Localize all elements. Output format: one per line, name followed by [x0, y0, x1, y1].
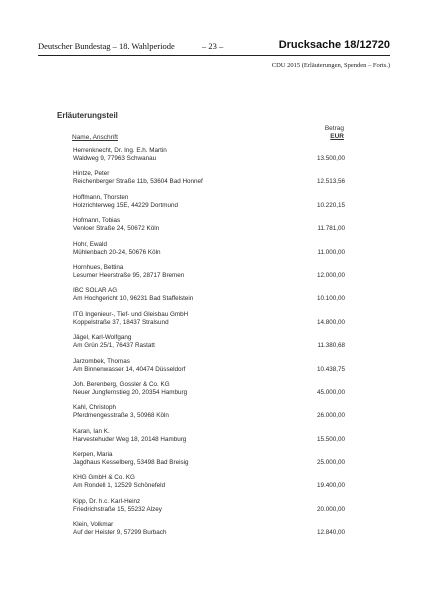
- header-rule: [38, 55, 390, 56]
- donor-name: Joh. Berenberg, Gossler & Co. KG: [73, 380, 170, 388]
- section-title: Erläuterungsteil: [57, 111, 118, 120]
- donor-address: Am Hochgericht 10, 96231 Bad Staffelstein: [73, 295, 194, 303]
- donation-amount: 10.438,75: [316, 365, 345, 373]
- donation-amount: 12.513,56: [316, 178, 345, 186]
- column-header-amount: [325, 125, 344, 141]
- donor-address: Friedrichstraße 15, 55232 Alzey: [73, 505, 162, 513]
- donation-amount: 12.840,00: [316, 529, 345, 537]
- list-item: [73, 357, 345, 380]
- donor-list: [73, 146, 345, 544]
- donation-amount: 20.000,00: [316, 505, 345, 513]
- donor-name: Karan, Ian K.: [73, 427, 110, 435]
- donor-name: Klein, Volkmar: [73, 521, 114, 529]
- donor-address: Am Grün 25/1, 76437 Rastatt: [73, 342, 155, 350]
- donor-address: Koppelstraße 37, 18437 Stralsund: [73, 318, 169, 326]
- list-item: [73, 497, 345, 520]
- donor-address: Jagdhaus Kesselberg, 53498 Bad Breisig: [73, 459, 189, 467]
- donor-name: Kipp, Dr. h.c. Karl-Heinz: [73, 497, 141, 505]
- donor-name: Jägel, Karl-Wolfgang: [73, 334, 132, 342]
- list-item: [73, 216, 345, 239]
- page-subtitle: CDU 2015 (Erläuterungen, Spenden – Forts.): [271, 62, 390, 69]
- donation-amount: 25.000,00: [316, 459, 345, 467]
- donor-name: KHG GmbH & Co. KG: [73, 474, 135, 482]
- list-item: [73, 310, 345, 333]
- list-item: [73, 169, 345, 192]
- document-label: Drucksache 18/: [278, 39, 360, 51]
- parliament-label: Deutscher Bundestag – 18. Wahlperiode: [38, 41, 175, 51]
- donor-address: Auf der Heister 9, 57299 Burbach: [73, 529, 167, 537]
- donor-address: Am Binnenwasser 14, 40474 Düsseldorf: [73, 365, 186, 373]
- donation-amount: 11.380,68: [317, 342, 345, 350]
- donor-address: Lesumer Heerstraße 95, 28717 Bremen: [73, 271, 185, 279]
- column-header-name: Name, Anschrift: [72, 134, 118, 141]
- donation-amount: 26.000,00: [316, 412, 345, 420]
- donation-amount: 11.781,00: [317, 225, 345, 233]
- list-item: [73, 427, 345, 450]
- list-item: [73, 263, 345, 286]
- donation-amount: 13.500,00: [316, 155, 345, 162]
- list-item: [73, 520, 345, 543]
- donor-name: IBC SOLAR AG: [73, 287, 118, 295]
- document-number: [279, 39, 390, 51]
- donation-amount: 14.800,00: [316, 318, 345, 326]
- list-item: [73, 380, 345, 403]
- donation-amount: 12.000,00: [316, 271, 345, 279]
- page-header: [38, 40, 390, 54]
- column-header-amount-label: Betrag: [324, 125, 344, 132]
- list-item: [73, 240, 345, 263]
- donor-name: Kahl, Christoph: [73, 404, 117, 412]
- donor-name: Hohr, Ewald: [73, 240, 107, 248]
- donor-address: Holzrichterweg 15E, 44229 Dortmund: [73, 201, 179, 209]
- list-item: [73, 403, 345, 426]
- list-item: [73, 193, 345, 216]
- donor-name: Jarzombek, Thomas: [73, 357, 130, 365]
- donor-name: ITG Ingenieur-, Tief- und Gleisbau GmbH: [73, 310, 189, 318]
- donation-amount: 10.100,00: [316, 295, 345, 303]
- donor-address: Harvestehuder Weg 18, 20148 Hamburg: [73, 435, 187, 443]
- donor-address: Neuer Jungfernstieg 20, 20354 Hamburg: [73, 388, 188, 396]
- donation-amount: 19.400,00: [316, 482, 345, 490]
- donation-amount: 45.000,00: [316, 388, 345, 396]
- donation-amount: 15.500,00: [316, 435, 345, 443]
- donor-address: Venloer Straße 24, 50672 Köln: [73, 225, 160, 233]
- list-item: [73, 286, 345, 309]
- donor-address: Am Rondell 1, 12529 Schönefeld: [73, 482, 166, 490]
- donor-address: Reichenberger Straße 11b, 53604 Bad Honnef: [73, 178, 203, 186]
- donor-name: Hintze, Peter: [73, 170, 110, 178]
- list-item: [73, 146, 345, 169]
- donor-name: Herrenknecht, Dr. Ing. E.h. Martin: [73, 147, 167, 154]
- page-number: – 23 –: [202, 41, 224, 51]
- donation-amount: 10.220,15: [316, 201, 345, 209]
- donor-name: Kerpen, Maria: [73, 451, 113, 459]
- list-item: [73, 473, 345, 496]
- list-item: [73, 450, 345, 473]
- donor-address: Pferdmengesstraße 3, 50968 Köln: [73, 412, 169, 420]
- donor-address: Mühlenbach 20-24, 50676 Köln: [73, 248, 161, 256]
- donor-name: Hoffmann, Thorsten: [73, 193, 129, 201]
- donor-name: Hofmann, Tobias: [73, 217, 121, 225]
- donor-address: Waldweg 9, 77963 Schwanau: [73, 155, 157, 162]
- donor-name: Hornhues, Bettina: [73, 263, 124, 271]
- donation-amount: 11.000,00: [317, 248, 345, 256]
- list-item: [73, 333, 345, 356]
- document-id: 12720: [359, 39, 390, 51]
- column-header-amount-unit: EUR: [330, 133, 344, 140]
